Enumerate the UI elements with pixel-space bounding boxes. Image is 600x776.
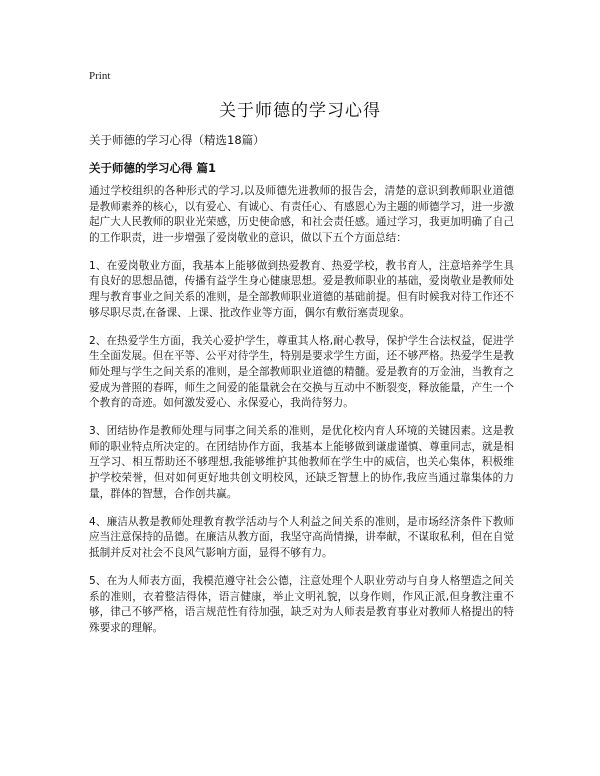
- document-body: [89, 184, 514, 649]
- paragraph-4: 4、廉洁从教是教师处理教育教学活动与个人利益之间关系的准则，是市场经济条件下教师应当注意保持的品德。在廉洁从教方面，我坚守高尚情操，讲奉献，不谋取私利，但在自觉抵制并反对社会不良风气影响方面，显得不够有力。: [89, 515, 514, 559]
- paragraph-intro: 通过学校组织的各种形式的学习,以及师德先进教师的报告会，清楚的意识到教师职业道德是教师素养的核心，以有爱心、有诚心、有责任心、有感恩心为主题的师德学习，进一步激起广大人民教师的职业光荣感，历史使命感，和社会责任感。通过学习，我更加明确了自己的工作职责，进一步增强了爱岗敬业的意识，做以下五个方面总结：: [89, 185, 514, 244]
- paragraph-3: 3、团结协作是教师处理与同事之间关系的准则，是优化校内育人环境的关键因素。这是教师的职业特点所决定的。在团结协作方面，我基本上能够做到谦虚谨慎、尊重同志，就是相互学习、相互帮助还不够理想,我能够维护其他教师在学生中的威信，也关心集体，积极维护学校荣誉，但对如何更好地共创文明校风，还缺乏智慧上的协作,我应当通过靠集体的力量，群体的智慧，合作创共赢。: [89, 425, 514, 500]
- document-subtitle: 关于师德的学习心得（精选18篇）: [89, 133, 265, 147]
- page-title: 关于师德的学习心得: [219, 101, 381, 121]
- paragraph-2: 2、在热爱学生方面，我关心爱护学生，尊重其人格,耐心教导，保护学生合法权益，促进学生全面发展。但在平等、公平对待学生，特别是要求学生方面，还不够严格。热爱学生是教师处理与学生之间关系的准则，是全部教师职业道德的精髓。爱是教育的万金油，当教育之爱成为普照的春晖，师生之间爱的能量就会在交换与互动中不断裂变，释放能量，产生一个个教育的奇迹。如何激发爱心、永保爱心，我尚待努力。: [89, 334, 514, 410]
- paragraph-1: 1、在爱岗敬业方面，我基本上能够做到热爱教育、热爱学校，教书育人，注意培养学生具有良好的思想品德，传播有益学生身心健康思想。爱是教师职业的基础，爱岗敬业是教师处理与教育事业之间关系的准则，是全部教师职业道德的基础前提。但有时候我对待工作还不够尽职尽责,在备课、上课、批改作业等方面，偶尔有敷衍塞责现象。: [89, 259, 514, 319]
- print-label: Print: [89, 70, 111, 82]
- paragraph-5: 5、在为人师表方面，我模范遵守社会公德，注意处理个人职业劳动与自身人格塑造之间关系的准则，衣着整洁得体，语言健康，举止文明礼貌，以身作则，作风正派,但身教注重不够，律己不够严格，语言规范性有待加强，缺乏对为人师表是教育事业对教师人格提出的特殊要求的理解。: [89, 574, 514, 634]
- section-heading: 关于师德的学习心得 篇1: [89, 161, 217, 175]
